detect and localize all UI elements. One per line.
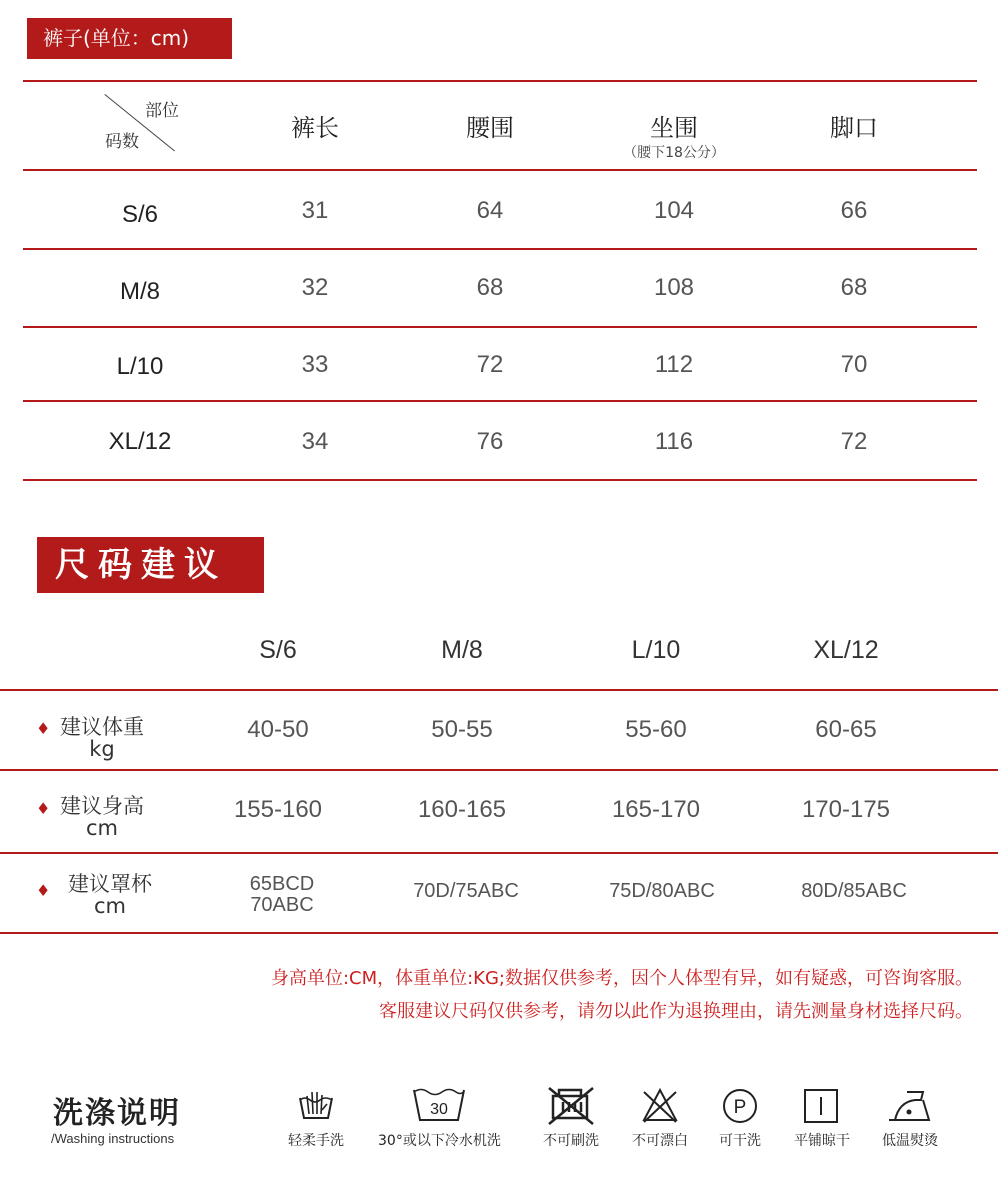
row-rule bbox=[0, 769, 998, 771]
table-cell: 66 bbox=[840, 197, 868, 224]
table-cell bbox=[222, 874, 342, 916]
table-cell: 31 bbox=[301, 197, 329, 224]
column-header-length: 裤长 bbox=[291, 114, 339, 142]
table-cell: 72 bbox=[840, 428, 868, 455]
cup-value-line-1: 65BCD bbox=[249, 873, 315, 895]
table-cell: 170-175 bbox=[801, 796, 891, 823]
table-cell: 80D/85ABC bbox=[801, 880, 907, 902]
wash-label: 轻柔手洗 bbox=[288, 1133, 344, 1149]
table-cell: 104 bbox=[653, 197, 695, 224]
table-cell: 60-65 bbox=[815, 716, 877, 743]
corner-label-part: 部位 bbox=[145, 101, 179, 121]
table-cell: 68 bbox=[476, 274, 504, 301]
row-rule bbox=[23, 326, 977, 328]
wash-label: 平铺晾干 bbox=[794, 1133, 850, 1149]
table-cell: 165-170 bbox=[611, 796, 701, 823]
wash-item-flat-dry bbox=[789, 1086, 855, 1150]
wash-item-no-bleach bbox=[630, 1086, 690, 1150]
row-rule bbox=[23, 248, 977, 250]
header-rule bbox=[23, 169, 977, 171]
dry-clean-letter: P bbox=[733, 1097, 747, 1118]
column-header-hip: 坐围 bbox=[650, 114, 698, 142]
size-label-l: L/10 bbox=[116, 353, 164, 380]
advice-header-rule bbox=[0, 689, 998, 691]
note-line-1: 身高单位:CM，体重单位:KG;数据仅供参考，因个人体型有异，如有疑惑，可咨询客服。 bbox=[270, 968, 973, 989]
size-label-xl: XL/12 bbox=[108, 428, 172, 455]
size-label-m: M/8 bbox=[119, 278, 160, 305]
table-cell: 34 bbox=[301, 428, 329, 455]
dry-clean-icon bbox=[714, 1086, 766, 1126]
table-cell: 70D/75ABC bbox=[413, 880, 519, 902]
wash-temp-text: 30 bbox=[430, 1101, 449, 1118]
wash-label: 不可刷洗 bbox=[543, 1133, 599, 1149]
corner-label-size: 码数 bbox=[105, 132, 139, 152]
advice-header-s: S/6 bbox=[259, 636, 297, 664]
table-cell: 160-165 bbox=[417, 796, 507, 823]
wash-label: 30°或以下冷水机洗 bbox=[378, 1133, 501, 1149]
table-cell: 155-160 bbox=[233, 796, 323, 823]
corner-header-cell bbox=[105, 94, 185, 154]
wash-label: 不可漂白 bbox=[632, 1133, 688, 1149]
wash-item-dry-clean bbox=[714, 1086, 766, 1150]
column-header-hem: 脚口 bbox=[830, 114, 878, 142]
machine-wash-30-icon bbox=[404, 1086, 474, 1126]
flat-dry-icon bbox=[789, 1086, 855, 1126]
washing-title: 洗涤说明 bbox=[53, 1096, 181, 1131]
advice-header-l: L/10 bbox=[631, 636, 681, 664]
washing-subtitle: /Washing instructions bbox=[51, 1131, 175, 1146]
low-iron-icon bbox=[877, 1086, 943, 1126]
table-bottom-rule bbox=[23, 479, 977, 481]
advice-header-m: M/8 bbox=[441, 636, 483, 664]
size-advice-title: 尺码建议 bbox=[37, 537, 264, 593]
pants-section-title: 裤子(单位：cm) bbox=[27, 18, 232, 59]
hip-measure-note: （腰下18公分） bbox=[623, 145, 725, 161]
no-bleach-icon bbox=[630, 1086, 690, 1126]
hand-wash-icon bbox=[294, 1086, 338, 1126]
bullet-diamond-icon: ♦ bbox=[36, 799, 51, 818]
row-rule bbox=[0, 852, 998, 854]
row-label-unit: cm bbox=[93, 894, 126, 918]
size-label-s: S/6 bbox=[121, 201, 159, 228]
row-rule bbox=[23, 400, 977, 402]
table-cell: 55-60 bbox=[625, 716, 687, 743]
wash-label: 可干洗 bbox=[719, 1133, 761, 1149]
table-cell: 33 bbox=[301, 351, 329, 378]
row-label-text: 建议体重 bbox=[60, 715, 144, 739]
wash-item-no-brush bbox=[541, 1086, 601, 1150]
wash-item-machine-30 bbox=[378, 1086, 501, 1150]
note-line-2: 客服建议尺码仅供参考，请勿以此作为退换理由，请先测量身材选择尺码。 bbox=[379, 1001, 973, 1022]
bullet-diamond-icon: ♦ bbox=[36, 881, 51, 900]
row-label-text: 建议身高 bbox=[60, 794, 144, 818]
table-cell: 68 bbox=[840, 274, 868, 301]
table-cell: 75D/80ABC bbox=[609, 880, 715, 902]
table-cell: 72 bbox=[476, 351, 504, 378]
table-top-rule bbox=[23, 80, 977, 82]
cup-value-line-2: 70ABC bbox=[250, 894, 314, 916]
table-cell: 108 bbox=[653, 274, 695, 301]
table-cell: 40-50 bbox=[247, 716, 309, 743]
row-label-unit: cm bbox=[85, 816, 118, 840]
table-bottom-rule bbox=[0, 932, 998, 934]
row-label-text: 建议罩杯 bbox=[68, 872, 152, 896]
column-header-waist: 腰围 bbox=[466, 114, 514, 142]
row-label-height bbox=[56, 795, 148, 839]
table-cell: 76 bbox=[476, 428, 504, 455]
row-label-weight bbox=[56, 716, 148, 760]
no-brush-icon bbox=[541, 1086, 601, 1126]
table-cell: 112 bbox=[654, 351, 694, 378]
table-cell: 50-55 bbox=[431, 716, 493, 743]
table-cell: 70 bbox=[840, 351, 868, 378]
row-label-unit: kg bbox=[89, 737, 115, 761]
advice-header-xl: XL/12 bbox=[813, 636, 879, 664]
wash-label: 低温熨烫 bbox=[882, 1133, 938, 1149]
row-label-cup bbox=[64, 873, 156, 917]
table-cell: 32 bbox=[301, 274, 329, 301]
wash-item-low-iron bbox=[877, 1086, 943, 1150]
table-cell: 64 bbox=[476, 197, 504, 224]
bullet-diamond-icon: ♦ bbox=[36, 719, 51, 738]
wash-item-hand bbox=[288, 1086, 344, 1150]
table-cell: 116 bbox=[654, 428, 694, 455]
